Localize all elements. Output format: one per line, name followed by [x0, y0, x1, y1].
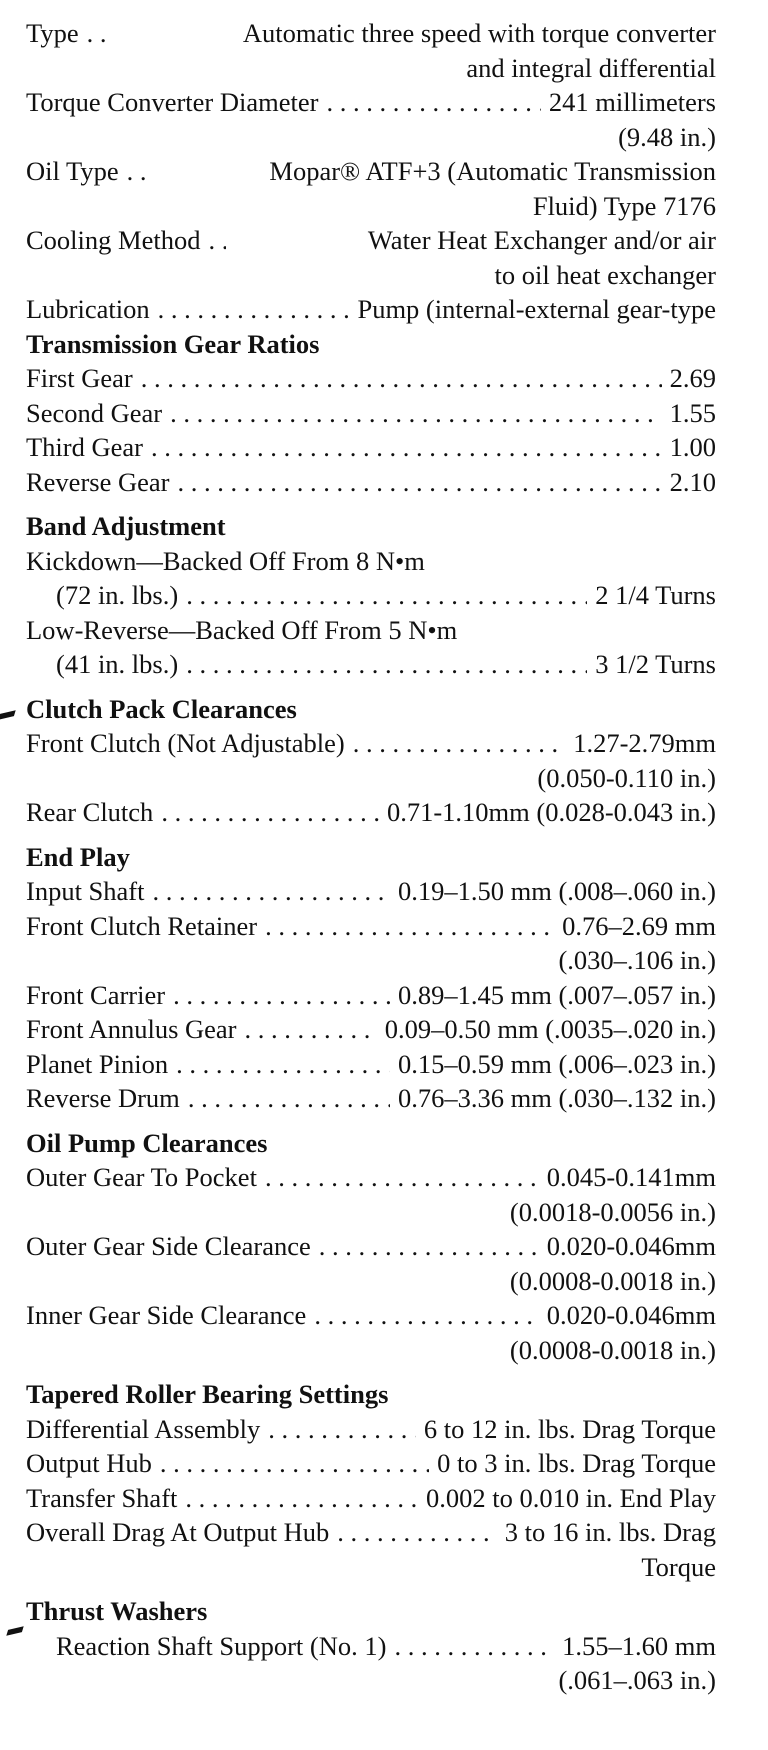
- spec-value: 241 millimeters: [548, 87, 716, 117]
- margin-mark-icon: [6, 1626, 23, 1635]
- dot-leader: [353, 726, 565, 761]
- spec-label: Oil Type: [26, 156, 119, 186]
- dot-leader: [160, 1446, 429, 1481]
- dot-leader: [173, 978, 390, 1013]
- section-end-play: [26, 840, 716, 1116]
- spec-line: [26, 223, 716, 258]
- spec-value: Mopar® ATF+3 (Automatic Transmission: [269, 156, 716, 186]
- spec-line: [26, 1515, 716, 1550]
- spec-line: [26, 978, 716, 1013]
- spec-value: 3 1/2 Turns: [595, 649, 716, 679]
- section-heading: Band Adjustment: [26, 511, 226, 541]
- spec-label: Input Shaft: [26, 876, 145, 906]
- spec-label: (41 in. lbs.): [56, 649, 179, 679]
- section-heading: Transmission Gear Ratios: [26, 328, 320, 359]
- spec-value: 2 1/4 Turns: [595, 580, 716, 610]
- spec-line: [26, 1229, 716, 1264]
- spec-value-continued: to oil heat exchanger: [494, 259, 716, 290]
- section-heading: Oil Pump Clearances: [26, 1127, 268, 1158]
- spec-value: 1.27-2.79mm: [573, 728, 716, 758]
- spec-line: [26, 1298, 716, 1333]
- spec-label: Reverse Gear: [26, 466, 170, 497]
- dot-leader: [186, 647, 587, 682]
- section-thrust-washers: [26, 1594, 716, 1698]
- spec-line: [26, 1481, 716, 1516]
- spec-label: Second Gear: [26, 397, 163, 428]
- spec-label: Lubrication: [26, 294, 150, 324]
- spec-label: Output Hub: [26, 1448, 152, 1478]
- spec-label: (72 in. lbs.): [56, 580, 179, 610]
- spec-value: 0.045-0.141mm: [546, 1162, 716, 1192]
- spec-value-continued: Torque: [641, 1551, 716, 1582]
- spec-value: 1.00: [669, 432, 716, 462]
- dot-leader: [153, 874, 391, 909]
- spec-value: Water Heat Exchanger and/or air: [367, 225, 716, 255]
- dot-leader: [245, 1012, 377, 1047]
- dot-leader: [161, 795, 379, 830]
- spec-value: 0.19–1.50 mm (.008–.060 in.): [398, 876, 716, 906]
- spec-line: [26, 1012, 716, 1047]
- spec-value: 0.09–0.50 mm (.0035–.020 in.): [384, 1014, 716, 1044]
- spec-line: [26, 361, 716, 396]
- dot-leader: [394, 1629, 554, 1664]
- spec-value-continued: (0.050-0.110 in.): [537, 762, 716, 793]
- spec-line: [26, 16, 716, 51]
- dot-leader: [265, 1160, 539, 1195]
- spec-label: Kickdown—Backed Off From 8 N•m: [26, 545, 425, 576]
- spec-label: Transfer Shaft: [26, 1482, 178, 1513]
- section-oil-pump: [26, 1126, 716, 1368]
- dot-leader: [188, 1081, 390, 1116]
- spec-line: [26, 85, 716, 120]
- dot-leader: [158, 292, 350, 327]
- spec-value: 0.76–3.36 mm (.030–.132 in.): [398, 1083, 716, 1113]
- section-band-adjustment: [26, 509, 716, 682]
- spec-value-continued: (0.0008-0.0018 in.): [509, 1265, 716, 1296]
- dot-leader: [337, 1515, 497, 1550]
- spec-line: [26, 465, 716, 500]
- spec-label: Overall Drag At Output Hub: [26, 1517, 330, 1547]
- section-clutch-pack: [26, 692, 716, 830]
- spec-label: Third Gear: [26, 432, 143, 462]
- dot-leader: [151, 430, 662, 465]
- spec-line: [26, 874, 716, 909]
- dot-leader: [314, 1298, 538, 1333]
- spec-line: [26, 795, 716, 830]
- section-gear-ratios: [26, 327, 716, 500]
- spec-label: Front Clutch (Not Adjustable): [26, 728, 345, 758]
- spec-label: Type: [26, 18, 79, 48]
- dot-leader: [268, 1412, 416, 1447]
- spec-label: Outer Gear Side Clearance: [26, 1231, 311, 1261]
- spec-label: Outer Gear To Pocket: [26, 1162, 257, 1192]
- dot-leader: [208, 223, 226, 258]
- spec-value-continued: and integral differential: [466, 52, 716, 83]
- spec-value: 2.69: [669, 363, 716, 393]
- spec-label: Planet Pinion: [26, 1048, 169, 1079]
- spec-line: [26, 1160, 716, 1195]
- spec-value: Pump (internal-external gear-type: [357, 294, 716, 324]
- spec-label: Front Carrier: [26, 979, 166, 1010]
- dot-leader: [186, 578, 587, 613]
- spec-line: [26, 909, 716, 944]
- section-heading: Thrust Washers: [26, 1596, 208, 1626]
- spec-line: [26, 726, 716, 761]
- spec-line: [26, 647, 716, 682]
- dot-leader: [87, 16, 105, 51]
- spec-line: [26, 1081, 716, 1116]
- dot-leader: [319, 1229, 539, 1264]
- spec-line: [26, 1047, 716, 1082]
- spec-value: 3 to 16 in. lbs. Drag: [504, 1517, 716, 1547]
- spec-label: Front Annulus Gear: [26, 1014, 237, 1044]
- spec-value: 0 to 3 in. lbs. Drag Torque: [437, 1448, 716, 1478]
- spec-value: 0.020-0.046mm: [546, 1231, 716, 1261]
- dot-leader: [265, 909, 554, 944]
- spec-label: Differential Assembly: [26, 1413, 261, 1444]
- spec-label: Front Clutch Retainer: [26, 910, 258, 941]
- spec-value: 0.15–0.59 mm (.006–.023 in.): [398, 1048, 716, 1079]
- spec-line: [26, 396, 716, 431]
- dot-leader: [170, 396, 662, 431]
- spec-label: Cooling Method: [26, 225, 201, 255]
- spec-line: [26, 154, 716, 189]
- spec-line: [26, 1629, 716, 1664]
- spec-value: 0.71-1.10mm (0.028-0.043 in.): [386, 797, 716, 827]
- dot-leader: [176, 1047, 390, 1082]
- dot-leader: [326, 85, 540, 120]
- spec-value-continued: (0.0008-0.0018 in.): [509, 1334, 716, 1365]
- spec-line: [26, 430, 716, 465]
- spec-label: Torque Converter Diameter: [26, 87, 319, 117]
- dot-leader: [127, 154, 145, 189]
- spec-line: [26, 578, 716, 613]
- spec-label: Reverse Drum: [26, 1083, 180, 1113]
- spec-value-continued: (.030–.106 in.): [558, 945, 716, 975]
- dot-leader: [185, 1481, 418, 1516]
- section-bearing-settings: [26, 1377, 716, 1584]
- spec-line: [26, 292, 716, 327]
- spec-value: 2.10: [669, 466, 716, 497]
- spec-label: Reaction Shaft Support (No. 1): [56, 1630, 387, 1661]
- spec-line: [26, 1412, 716, 1447]
- spec-value: 6 to 12 in. lbs. Drag Torque: [423, 1413, 716, 1444]
- spec-value: 1.55–1.60 mm: [562, 1630, 716, 1661]
- spec-label: First Gear: [26, 363, 133, 393]
- spec-value-continued: (9.48 in.): [618, 121, 716, 152]
- section-heading: End Play: [26, 841, 130, 872]
- spec-value: 1.55: [669, 397, 716, 428]
- dot-leader: [177, 465, 661, 500]
- margin-mark-icon: [0, 710, 16, 719]
- specifications-page: [26, 16, 716, 1698]
- spec-label: Inner Gear Side Clearance: [26, 1300, 307, 1330]
- dot-leader: [141, 361, 662, 396]
- spec-label: Rear Clutch: [26, 797, 154, 827]
- spec-value: 0.020-0.046mm: [546, 1300, 716, 1330]
- spec-value-continued: (0.0018-0.0056 in.): [509, 1196, 716, 1227]
- section-heading: Tapered Roller Bearing Settings: [26, 1379, 389, 1409]
- section-heading: Clutch Pack Clearances: [26, 693, 297, 724]
- spec-label: Low-Reverse—Backed Off From 5 N•m: [26, 614, 458, 645]
- spec-value: 0.76–2.69 mm: [562, 910, 716, 941]
- spec-value-continued: (.061–.063 in.): [558, 1665, 716, 1695]
- spec-line: [26, 1446, 716, 1481]
- spec-value: 0.002 to 0.010 in. End Play: [425, 1482, 716, 1513]
- spec-value: 0.89–1.45 mm (.007–.057 in.): [398, 979, 716, 1010]
- spec-value: Automatic three speed with torque converter: [242, 18, 716, 48]
- spec-value-continued: Fluid) Type 7176: [532, 190, 716, 221]
